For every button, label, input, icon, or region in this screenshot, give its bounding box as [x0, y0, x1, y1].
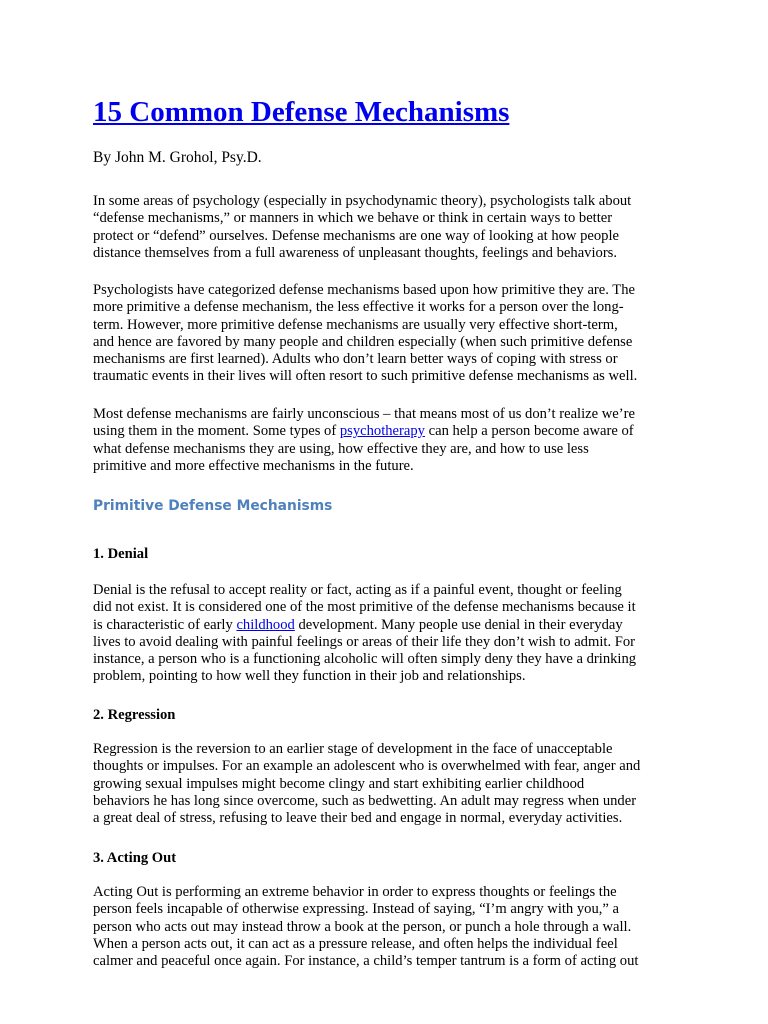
denial-paragraph: [93, 582, 683, 686]
text-line: what defense mechanisms they are using, how effective they are, and how to use less: [93, 440, 589, 457]
psychotherapy-link[interactable]: psychotherapy: [339, 423, 425, 440]
text-line: Regression is the reversion to an earlier stage of development in the face of unacceptable: [93, 741, 613, 757]
text-line: and hence are favored by many people and children especially (when such primitive defense: [93, 333, 633, 350]
text-line: problem, pointing to how well they function in their job and relationships.: [93, 668, 526, 685]
text-line: “defense mechanisms,” or manners in which we behave or think in certain ways to better: [93, 210, 613, 227]
text-line: term. However, more primitive defense mechanisms are usually very effective short-term,: [93, 316, 618, 333]
text-line: Acting Out is performing an extreme behavior in order to express thoughts or feelings the: [93, 884, 617, 900]
text-line: instance, a person who is a functioning alcoholic will often simply deny they have a drinking: [93, 651, 637, 668]
text-line: [93, 423, 683, 440]
text-run: development. Many people use denial in their everyday: [294, 616, 623, 633]
text-line: behaviors he has long since overcome, such as bedwetting. An adult may regress when under: [93, 792, 637, 809]
intro-paragraph-1: [93, 193, 683, 262]
text-line: lives to avoid dealing with painful feelings or areas of their life they don’t wish to admit. For: [93, 633, 636, 650]
document-title-link[interactable]: 15 Common Defense Mechanisms: [93, 96, 510, 128]
intro-paragraph-3: [93, 406, 683, 475]
text-line: a great deal of stress, refusing to leave their bed and engage in normal, everyday activities.: [93, 810, 623, 827]
text-line: Psychologists have categorized defense mechanisms based upon how primitive they are. The: [93, 282, 635, 298]
acting-out-paragraph: [93, 884, 683, 970]
text-line: person feels incapable of otherwise expressing. Instead of saying, “I’m angry with you,” a: [93, 901, 620, 918]
heading-regression: 2. Regression: [93, 707, 176, 723]
regression-paragraph: [93, 741, 683, 827]
text-line: [93, 617, 683, 634]
text-line: distance themselves from a full awareness of unpleasant thoughts, feelings and behaviors.: [93, 244, 618, 261]
author-byline: By John M. Grohol, Psy.D.: [93, 149, 262, 166]
text-run: is characteristic of early: [93, 616, 237, 633]
text-line: protect or “defend” ourselves. Defense mechanisms are one way of looking at how people: [93, 227, 619, 244]
text-line: In some areas of psychology (especially in psychodynamic theory), psychologists talk about: [93, 193, 632, 209]
text-run: using them in the moment. Some types of: [93, 423, 340, 440]
childhood-link[interactable]: childhood: [236, 616, 295, 633]
text-line: When a person acts out, it can act as a pressure release, and often helps the individual feel: [93, 935, 618, 952]
heading-acting-out: 3. Acting Out: [93, 850, 177, 866]
text-line: thoughts or impulses. For an example an adolescent who is overwhelmed with fear, anger and: [93, 758, 641, 775]
heading-denial: 1. Denial: [93, 546, 149, 562]
text-line: mechanisms are first learned). Adults who don’t learn better ways of coping with stress or: [93, 351, 618, 368]
text-line: Denial is the refusal to accept reality or fact, acting as if a painful event, thought or feeling: [93, 582, 622, 598]
text-line: did not exist. It is considered one of the most primitive of the defense mechanisms because it: [93, 599, 636, 616]
intro-paragraph-2: [93, 282, 683, 386]
text-line: person who acts out may instead throw a book at the person, or punch a hole through a wall.: [93, 918, 632, 935]
text-line: more primitive a defense mechanism, the less effective it works for a person over the long-: [93, 299, 624, 316]
text-line: Most defense mechanisms are fairly unconscious – that means most of us don’t realize we’re: [93, 406, 635, 422]
text-line: calmer and peaceful once again. For instance, a child’s temper tantrum is a form of acting out: [93, 953, 639, 970]
text-run: can help a person become aware of: [424, 423, 634, 440]
text-line: growing sexual impulses might become clingy and start exhibiting earlier childhood: [93, 775, 585, 792]
text-line: primitive and more effective mechanisms in the future.: [93, 457, 414, 474]
text-line: traumatic events in their lives will often resort to such primitive defense mechanisms as well.: [93, 368, 638, 385]
section-heading-primitive: Primitive Defense Mechanisms: [93, 498, 333, 514]
